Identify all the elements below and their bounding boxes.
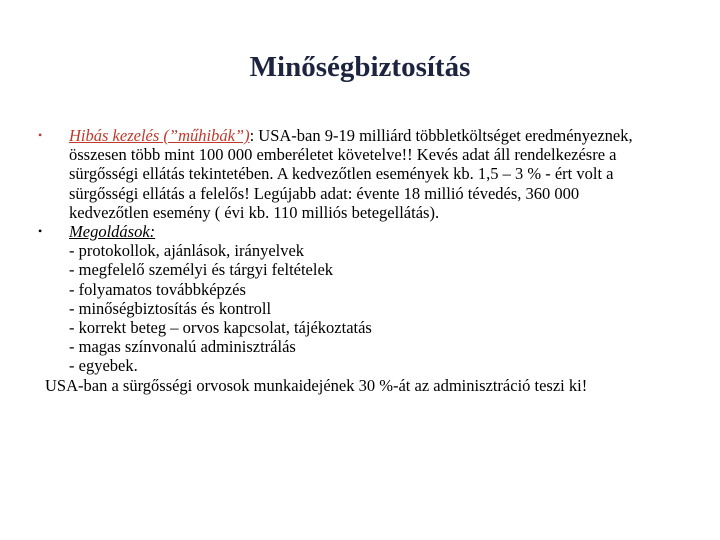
errors-link[interactable]: Hibás kezelés (”műhibák”) — [69, 126, 250, 145]
solution-item: - magas színvonalú adminisztrálás — [69, 337, 296, 357]
bullet-solutions — [0, 222, 654, 376]
solution-item: - megfelelő személyi és tárgyi feltételek — [69, 260, 334, 280]
errors-text: : USA-ban 9-19 milliárd többletköltséget eredményeznek, összesen több mint 100 000 emberéletet követelve!! Kevés adat áll rendelkezésre a sürgősségi ellátás tekintetében. A kedvezőtlen események kb. 1,5 – 3 % - ért volt a sürgősségi ellátás a felelős! Legújabb adat: évente 18 millió tévedés, 360 000 kedvezőtlen esemény ( évi kb. 110 milliós betegellátás). — [69, 126, 633, 222]
bullet-marker: • — [38, 128, 43, 142]
solutions-link[interactable]: Megoldások: — [69, 222, 156, 242]
footer-note: USA-ban a sürgősségi orvosok munkaidejének 30 %-át az adminisztráció teszi ki! — [45, 375, 588, 395]
solution-item: - korrekt beteg – orvos kapcsolat, tájékoztatás — [69, 318, 372, 338]
bullet-marker: • — [38, 224, 43, 239]
solution-item: - egyebek. — [69, 356, 138, 376]
bullet-errors — [0, 126, 654, 222]
solution-item: - minőségbiztosítás és kontroll — [69, 298, 272, 318]
slide-title: Minőségbiztosítás — [249, 51, 471, 83]
slide-content — [0, 126, 720, 395]
solution-item: - protokollok, ajánlások, irányelvek — [69, 241, 305, 261]
solution-item: - folyamatos továbbképzés — [69, 279, 246, 299]
